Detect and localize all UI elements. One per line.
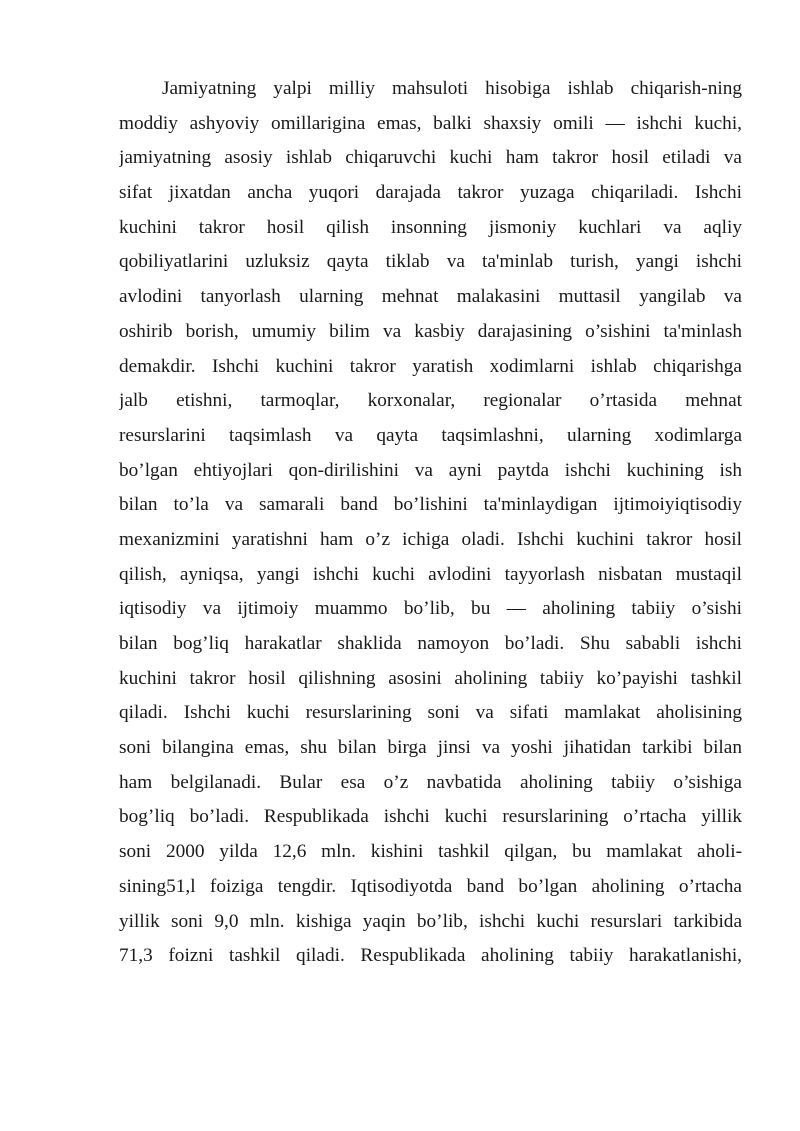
paragraph-line: iqtisodiy va ijtimoiy muammo bo’lib, bu — aholining tabiiy o’sishi bbox=[119, 598, 742, 620]
paragraph-line: jamiyatning asosiy ishlab chiqaruvchi kuchi ham takror hosil etiladi va bbox=[119, 147, 742, 169]
paragraph-line: bilan bog’liq harakatlar shaklida namoyon bo’ladi. Shu sababli ishchi bbox=[119, 633, 742, 654]
paragraph-line: qilish, ayniqsa, yangi ishchi kuchi avlodini tayyorlash nisbatan mustaqil bbox=[119, 563, 742, 585]
paragraph-line: qiladi. Ishchi kuchi resurslarining soni va sifati mamlakat aholisining bbox=[119, 702, 742, 724]
paragraph-line: qobiliyatlarini uzluksiz qayta tiklab va ta'minlab turish, yangi ishchi bbox=[119, 251, 742, 273]
paragraph-line: bo’lgan ehtiyojlari qon-dirilishini va ayni paytda ishchi kuchining ish bbox=[119, 459, 742, 481]
paragraph-line: ham belgilanadi. Bular esa o’z navbatida aholining tabiiy o’sishiga bbox=[119, 771, 742, 793]
paragraph-line: yillik soni 9,0 mln. kishiga yaqin bo’lib, ishchi kuchi resurslari tarkibida bbox=[119, 910, 742, 932]
paragraph-line: bog’liq bo’ladi. Respublikada ishchi kuchi resurslarining o’rtacha yillik bbox=[119, 806, 742, 828]
paragraph-line: soni 2000 yilda 12,6 mln. kishini tashkil qilgan, bu mamlakat aholi- bbox=[119, 841, 742, 863]
paragraph-line: oshirib borish, umumiy bilim va kasbiy darajasining o’sishini ta'minlash bbox=[119, 320, 742, 342]
body-paragraph bbox=[119, 72, 742, 974]
paragraph-line: mexanizmini yaratishni ham o’z ichiga oladi. Ishchi kuchini takror hosil bbox=[119, 528, 742, 550]
paragraph-line: demakdir. Ishchi kuchini takror yaratish xodimlarni ishlab chiqarishga bbox=[119, 355, 742, 377]
paragraph-line: Jamiyatning yalpi milliy mahsuloti hisobiga ishlab chiqarish-ning bbox=[162, 78, 742, 99]
paragraph-line: moddiy ashyoviy omillarigina emas, balki shaxsiy omili — ishchi kuchi, bbox=[119, 112, 742, 134]
paragraph-line: avlodini tanyorlash ularning mehnat malakasini muttasil yangilab va bbox=[119, 286, 742, 308]
paragraph-line: kuchini takror hosil qilish insonning jismoniy kuchlari va aqliy bbox=[119, 216, 742, 238]
paragraph-line: bilan to’la va samarali band bo’lishini ta'minlaydigan ijtimoiyiqtisodiy bbox=[119, 494, 742, 516]
paragraph-line: sining51,l foiziga tengdir. Iqtisodiyotda band bo’lgan aholining o’rtacha bbox=[119, 875, 742, 897]
paragraph-line: resurslarini taqsimlash va qayta taqsimlashni, ularning xodimlarga bbox=[119, 424, 742, 446]
paragraph-line: 71,3 foizni tashkil qiladi. Respublikada aholining tabiiy harakatlanishi, bbox=[119, 945, 742, 967]
paragraph-line: soni bilangina emas, shu bilan birga jinsi va yoshi jihatidan tarkibi bilan bbox=[119, 737, 742, 759]
paragraph-line: kuchini takror hosil qilishning asosini aholining tabiiy ko’payishi tashkil bbox=[119, 667, 742, 689]
paragraph-line: sifat jixatdan ancha yuqori darajada takror yuzaga chiqariladi. Ishchi bbox=[119, 182, 742, 204]
paragraph-line: jalb etishni, tarmoqlar, korxonalar, regionalar o’rtasida mehnat bbox=[119, 390, 742, 412]
